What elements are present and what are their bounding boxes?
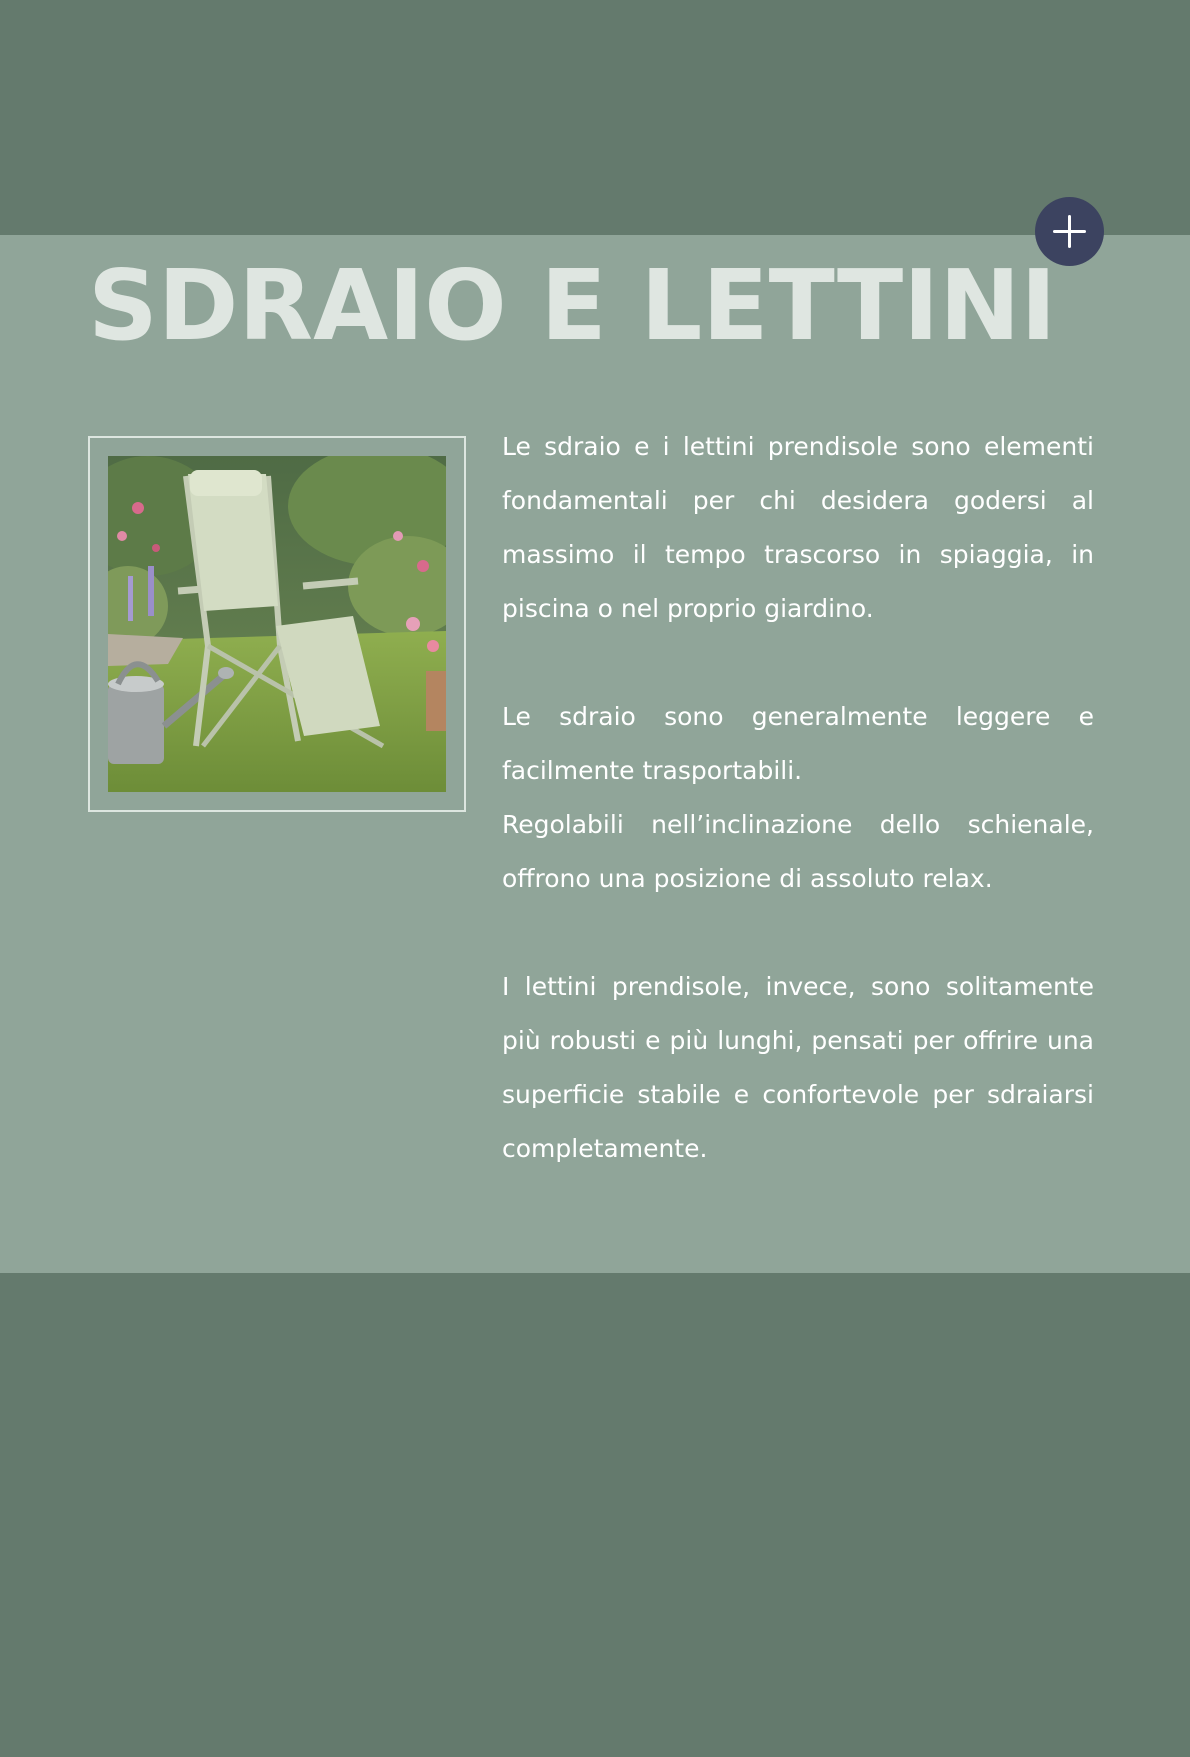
paragraph-sdraio: Le sdraio sono generalmente leggere e facilmente trasportabili. [502, 702, 1094, 785]
expand-button[interactable] [1035, 197, 1104, 266]
garden-chair-photo [108, 456, 446, 792]
description-text [502, 420, 1094, 1176]
page-title: SDRAIO E LETTINI [88, 249, 1057, 362]
paragraph-intro: Le sdraio e i lettini prendisole sono elementi fondamentali per chi desidera godersi al massimo il tempo trascorso in spiaggia, in piscina o nel proprio giardino. [502, 432, 1094, 623]
paragraph-regolabili: Regolabili nell’inclinazione dello schienale, offrono una posizione di assoluto relax. [502, 810, 1094, 893]
paragraph-lettini: I lettini prendisole, invece, sono solitamente più robusti e più lunghi, pensati per offrire una superficie stabile e confortevole per sdraiarsi completamente. [502, 972, 1094, 1163]
photo-frame [88, 436, 466, 812]
